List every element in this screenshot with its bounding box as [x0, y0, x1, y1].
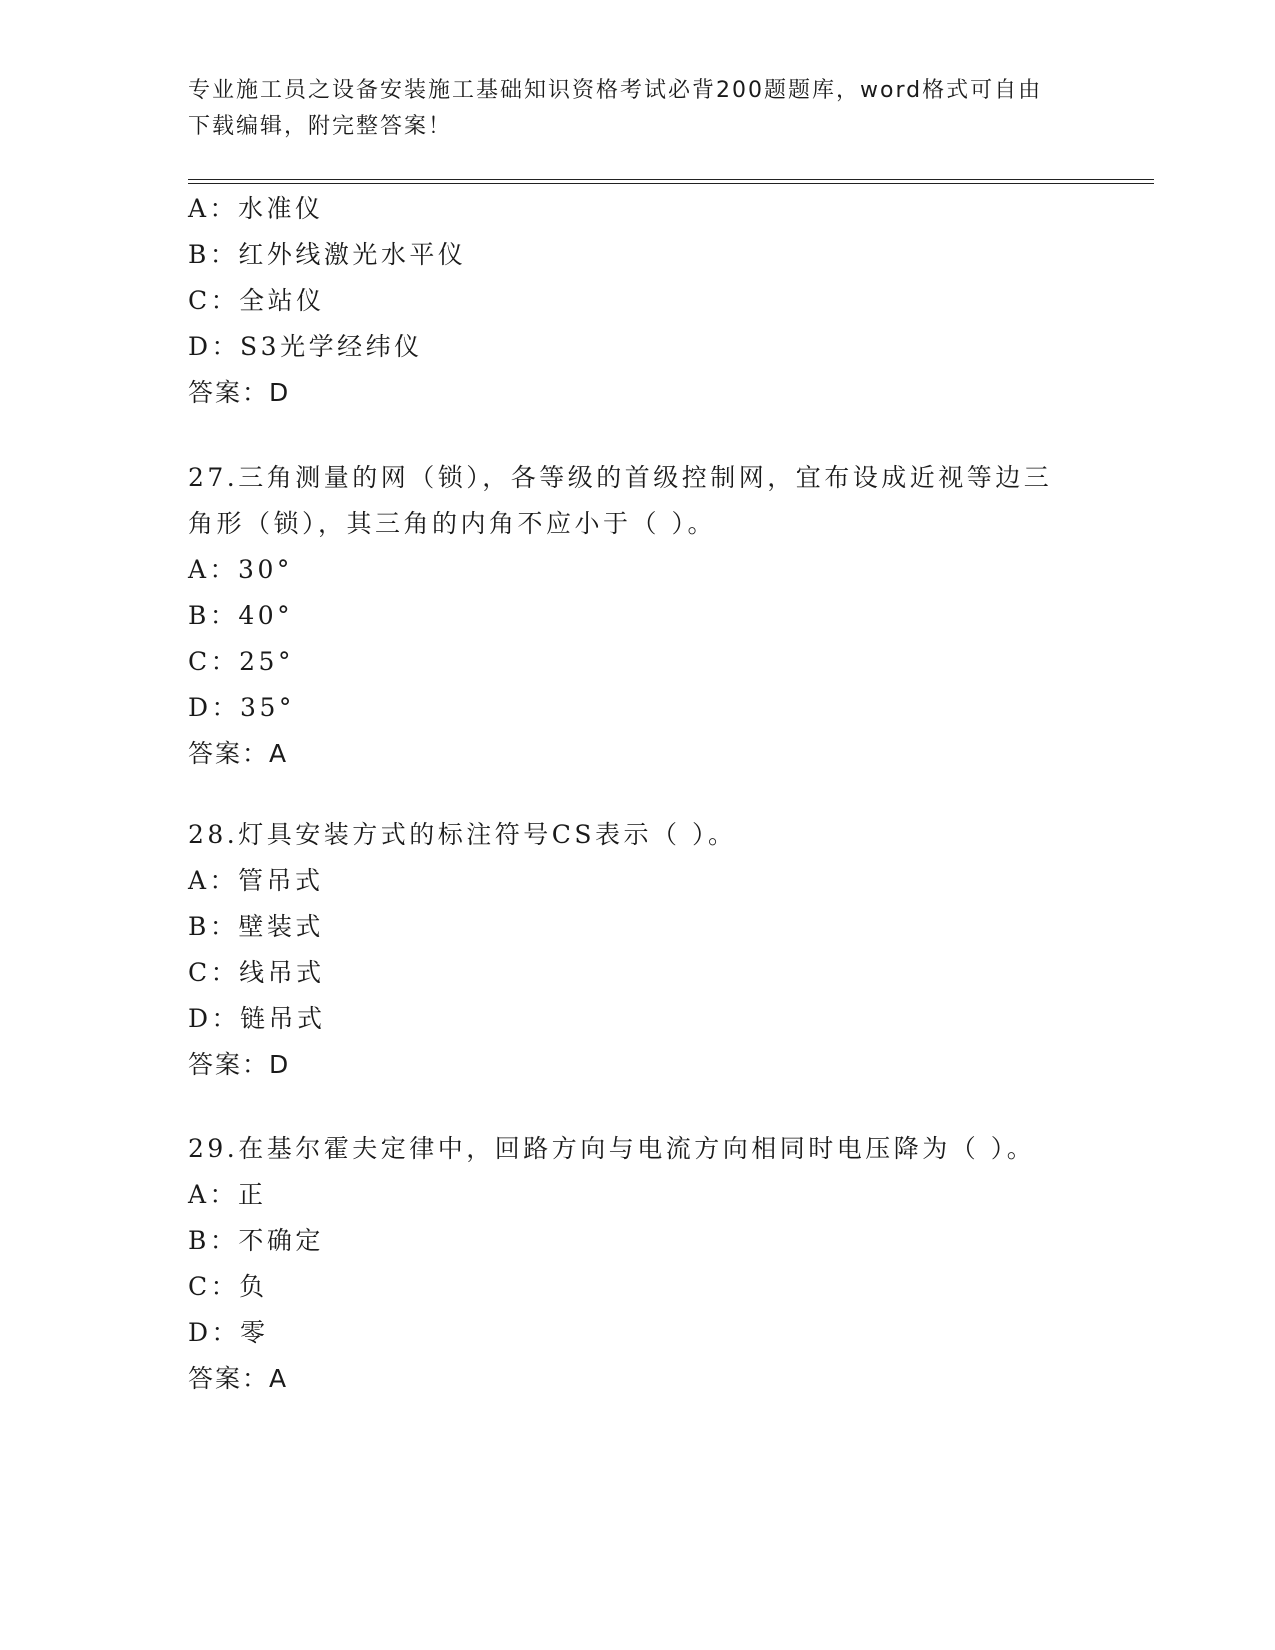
option-a: A：正 — [188, 1180, 267, 1209]
header-line-2: 下载编辑，附完整答案！ — [188, 114, 453, 139]
answer: 答案：D — [188, 1050, 291, 1079]
option-b: B：壁装式 — [188, 912, 324, 941]
document-header — [188, 73, 1088, 145]
option-a: A：管吊式 — [188, 866, 324, 895]
question-28 — [188, 812, 1088, 1088]
option-c: C：25° — [188, 647, 294, 676]
option-d: D：35° — [188, 693, 295, 722]
answer: 答案：A — [188, 1364, 289, 1393]
option-b: B：不确定 — [188, 1226, 324, 1255]
option-c: C：线吊式 — [188, 958, 325, 987]
question-stem: 28.灯具安装方式的标注符号CS表示（ ）。 — [188, 820, 737, 849]
question-26 — [188, 186, 1088, 416]
option-d: D：S3光学经纬仪 — [188, 332, 423, 361]
question-stem: 29.在基尔霍夫定律中，回路方向与电流方向相同时电压降为（ ）。 — [188, 1134, 1036, 1163]
question-stem-line-2: 角形（锁），其三角的内角不应小于（ ）。 — [188, 509, 716, 538]
question-stem-line-1: 27.三角测量的网（锁），各等级的首级控制网，宜布设成近视等边三 — [188, 463, 1053, 492]
option-b: B：40° — [188, 601, 294, 630]
option-b: B：红外线激光水平仪 — [188, 240, 467, 269]
answer: 答案：D — [188, 378, 291, 407]
header-line-1: 专业施工员之设备安装施工基础知识资格考试必背200题题库，word格式可自由 — [188, 78, 1043, 103]
document-page — [188, 0, 1188, 1650]
option-d: D：零 — [188, 1318, 269, 1347]
option-c: C：负 — [188, 1272, 268, 1301]
question-27 — [188, 455, 1088, 777]
option-d: D：链吊式 — [188, 1004, 326, 1033]
option-a: A：30° — [188, 555, 293, 584]
question-29 — [188, 1126, 1088, 1402]
answer: 答案：A — [188, 739, 289, 768]
header-divider — [188, 179, 1154, 184]
option-c: C：全站仪 — [188, 286, 325, 315]
option-a: A：水准仪 — [188, 194, 324, 223]
